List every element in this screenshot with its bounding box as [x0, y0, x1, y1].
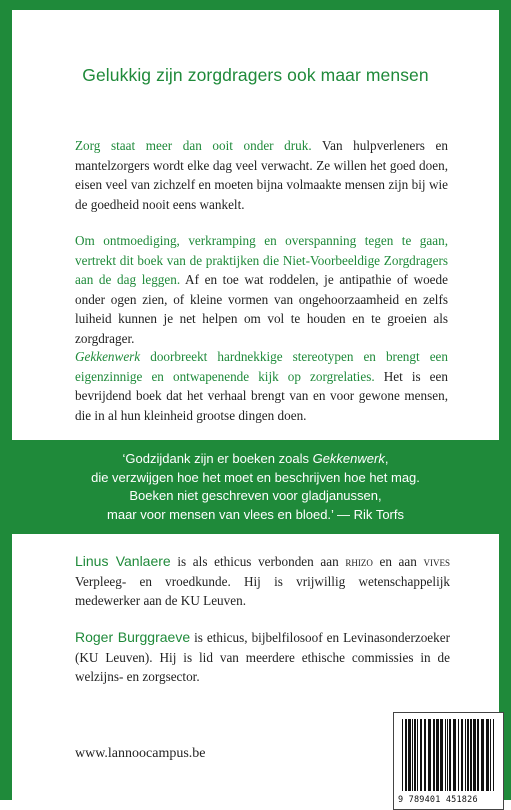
isbn-barcode — [393, 712, 504, 810]
bio-1-text-b: en aan — [372, 554, 424, 569]
quote-line-1-text: ‘Godzijdank zijn er boeken zoals — [122, 451, 313, 466]
bio-1-org-2: vives — [423, 554, 450, 569]
quote-line-3: Boeken niet geschreven voor gladjanussen, — [129, 488, 382, 503]
bio-1-text-a: is als ethicus verbonden aan — [170, 554, 346, 569]
barcode-bar — [465, 719, 466, 791]
author-bio-2 — [75, 628, 450, 687]
quote-book-title: Gekkenwerk — [312, 451, 385, 466]
barcode-bar — [453, 719, 456, 791]
barcode-bar — [477, 719, 479, 791]
barcode-bar — [428, 719, 431, 791]
paragraph-2 — [75, 231, 448, 348]
paragraph-1-rest: Van hulpverleners en mantelzorgers wordt elke dag veel verwacht. Ze willen het goed doen, eisen veel van zichzelf en moeten bijna volmaakte mensen zijn bij wie de goedheid nooit eens wankelt. — [75, 138, 448, 212]
author-name-1: Linus Vanlaere — [75, 553, 171, 569]
author-bio-1 — [75, 552, 450, 611]
paragraph-3-lead: doorbreekt hardnekkige stereotypen en brengt een eigenzinnige en ontwapenende kijk op zorgrelaties. — [75, 349, 448, 384]
barcode-bar — [433, 719, 435, 791]
barcode-bar — [447, 719, 448, 791]
bio-1-text-c: Verpleeg- en vroedkunde. Hij is vrijwillig wetenschappelijk medewerker aan de KU Leuven. — [75, 573, 450, 608]
quote-band — [12, 440, 499, 534]
quote-line-2: die verzwijgen hoe het moet en beschrijven hoe het mag. — [91, 469, 420, 485]
book-title-inline: Gekkenwerk — [75, 349, 141, 364]
barcode-bar — [470, 719, 472, 791]
publisher-url[interactable]: www.lannoocampus.be — [75, 746, 206, 761]
barcode-bar — [424, 719, 426, 791]
barcode-bar — [458, 719, 459, 791]
barcode-bar — [473, 719, 476, 791]
barcode-bar — [417, 719, 418, 791]
paragraph-2-rest: Af en toe wat roddelen, je antipathie of woede onder ogen zien, of kleine vormen van ongehoorzaamheid en zelfs luiheid kunnen je net helpen om vol te houden en te groeien als zorgdrager. — [75, 272, 448, 346]
barcode-bar — [486, 719, 489, 791]
bio-1-org-1: rhizo — [345, 554, 373, 569]
author-name-2: Roger Burggraeve — [75, 629, 191, 645]
barcode-bar — [461, 719, 463, 791]
barcode-bar — [405, 719, 407, 791]
barcode-bar — [467, 719, 469, 791]
barcode-bar — [440, 719, 443, 791]
headline: Gelukkig zijn zorgdragers ook maar mensen — [82, 65, 429, 85]
barcode-bar — [420, 719, 422, 791]
quote-line-1 — [12, 450, 499, 469]
quote-line-1-punct: , — [384, 451, 389, 466]
barcode-bar — [449, 719, 451, 791]
paragraph-3 — [75, 347, 448, 425]
barcode-bars — [400, 719, 498, 793]
paragraph-1-lead: Zorg staat meer dan ooit onder druk. — [75, 138, 312, 153]
quote-line-4: maar voor mensen van vlees en bloed.’ — Rik Torfs — [107, 506, 404, 522]
barcode-bar — [414, 719, 416, 791]
barcode-bar — [493, 719, 494, 791]
bio-2-text: is ethicus, bijbelfilosoof en Levinasonderzoeker (KU Leuven). Hij is lid van meerdere ethische commissies in de welzijns- en zorgsector. — [75, 630, 450, 684]
barcode-bar — [402, 719, 403, 791]
barcode-bar — [408, 719, 411, 791]
barcode-bar — [445, 719, 446, 791]
paragraph-1 — [75, 136, 448, 214]
barcode-bar — [481, 719, 484, 791]
barcode-bar — [412, 719, 413, 791]
barcode-bar — [490, 719, 491, 791]
barcode-bar — [436, 719, 439, 791]
paragraph-3-rest: Het is een bevrijdend boek dat het verhaal brengt van en voor gewone mensen, die in al hun kleinheid grootse dingen doen. — [75, 368, 448, 423]
isbn-number: 9 789401 451826 — [398, 795, 478, 805]
paragraph-2-lead: Om ontmoediging, verkramping en overspanning tegen te gaan, vertrekt dit boek van de praktijken die Niet-Voorbeeldige Zorgdragers aan de dag leggen. — [75, 233, 448, 287]
